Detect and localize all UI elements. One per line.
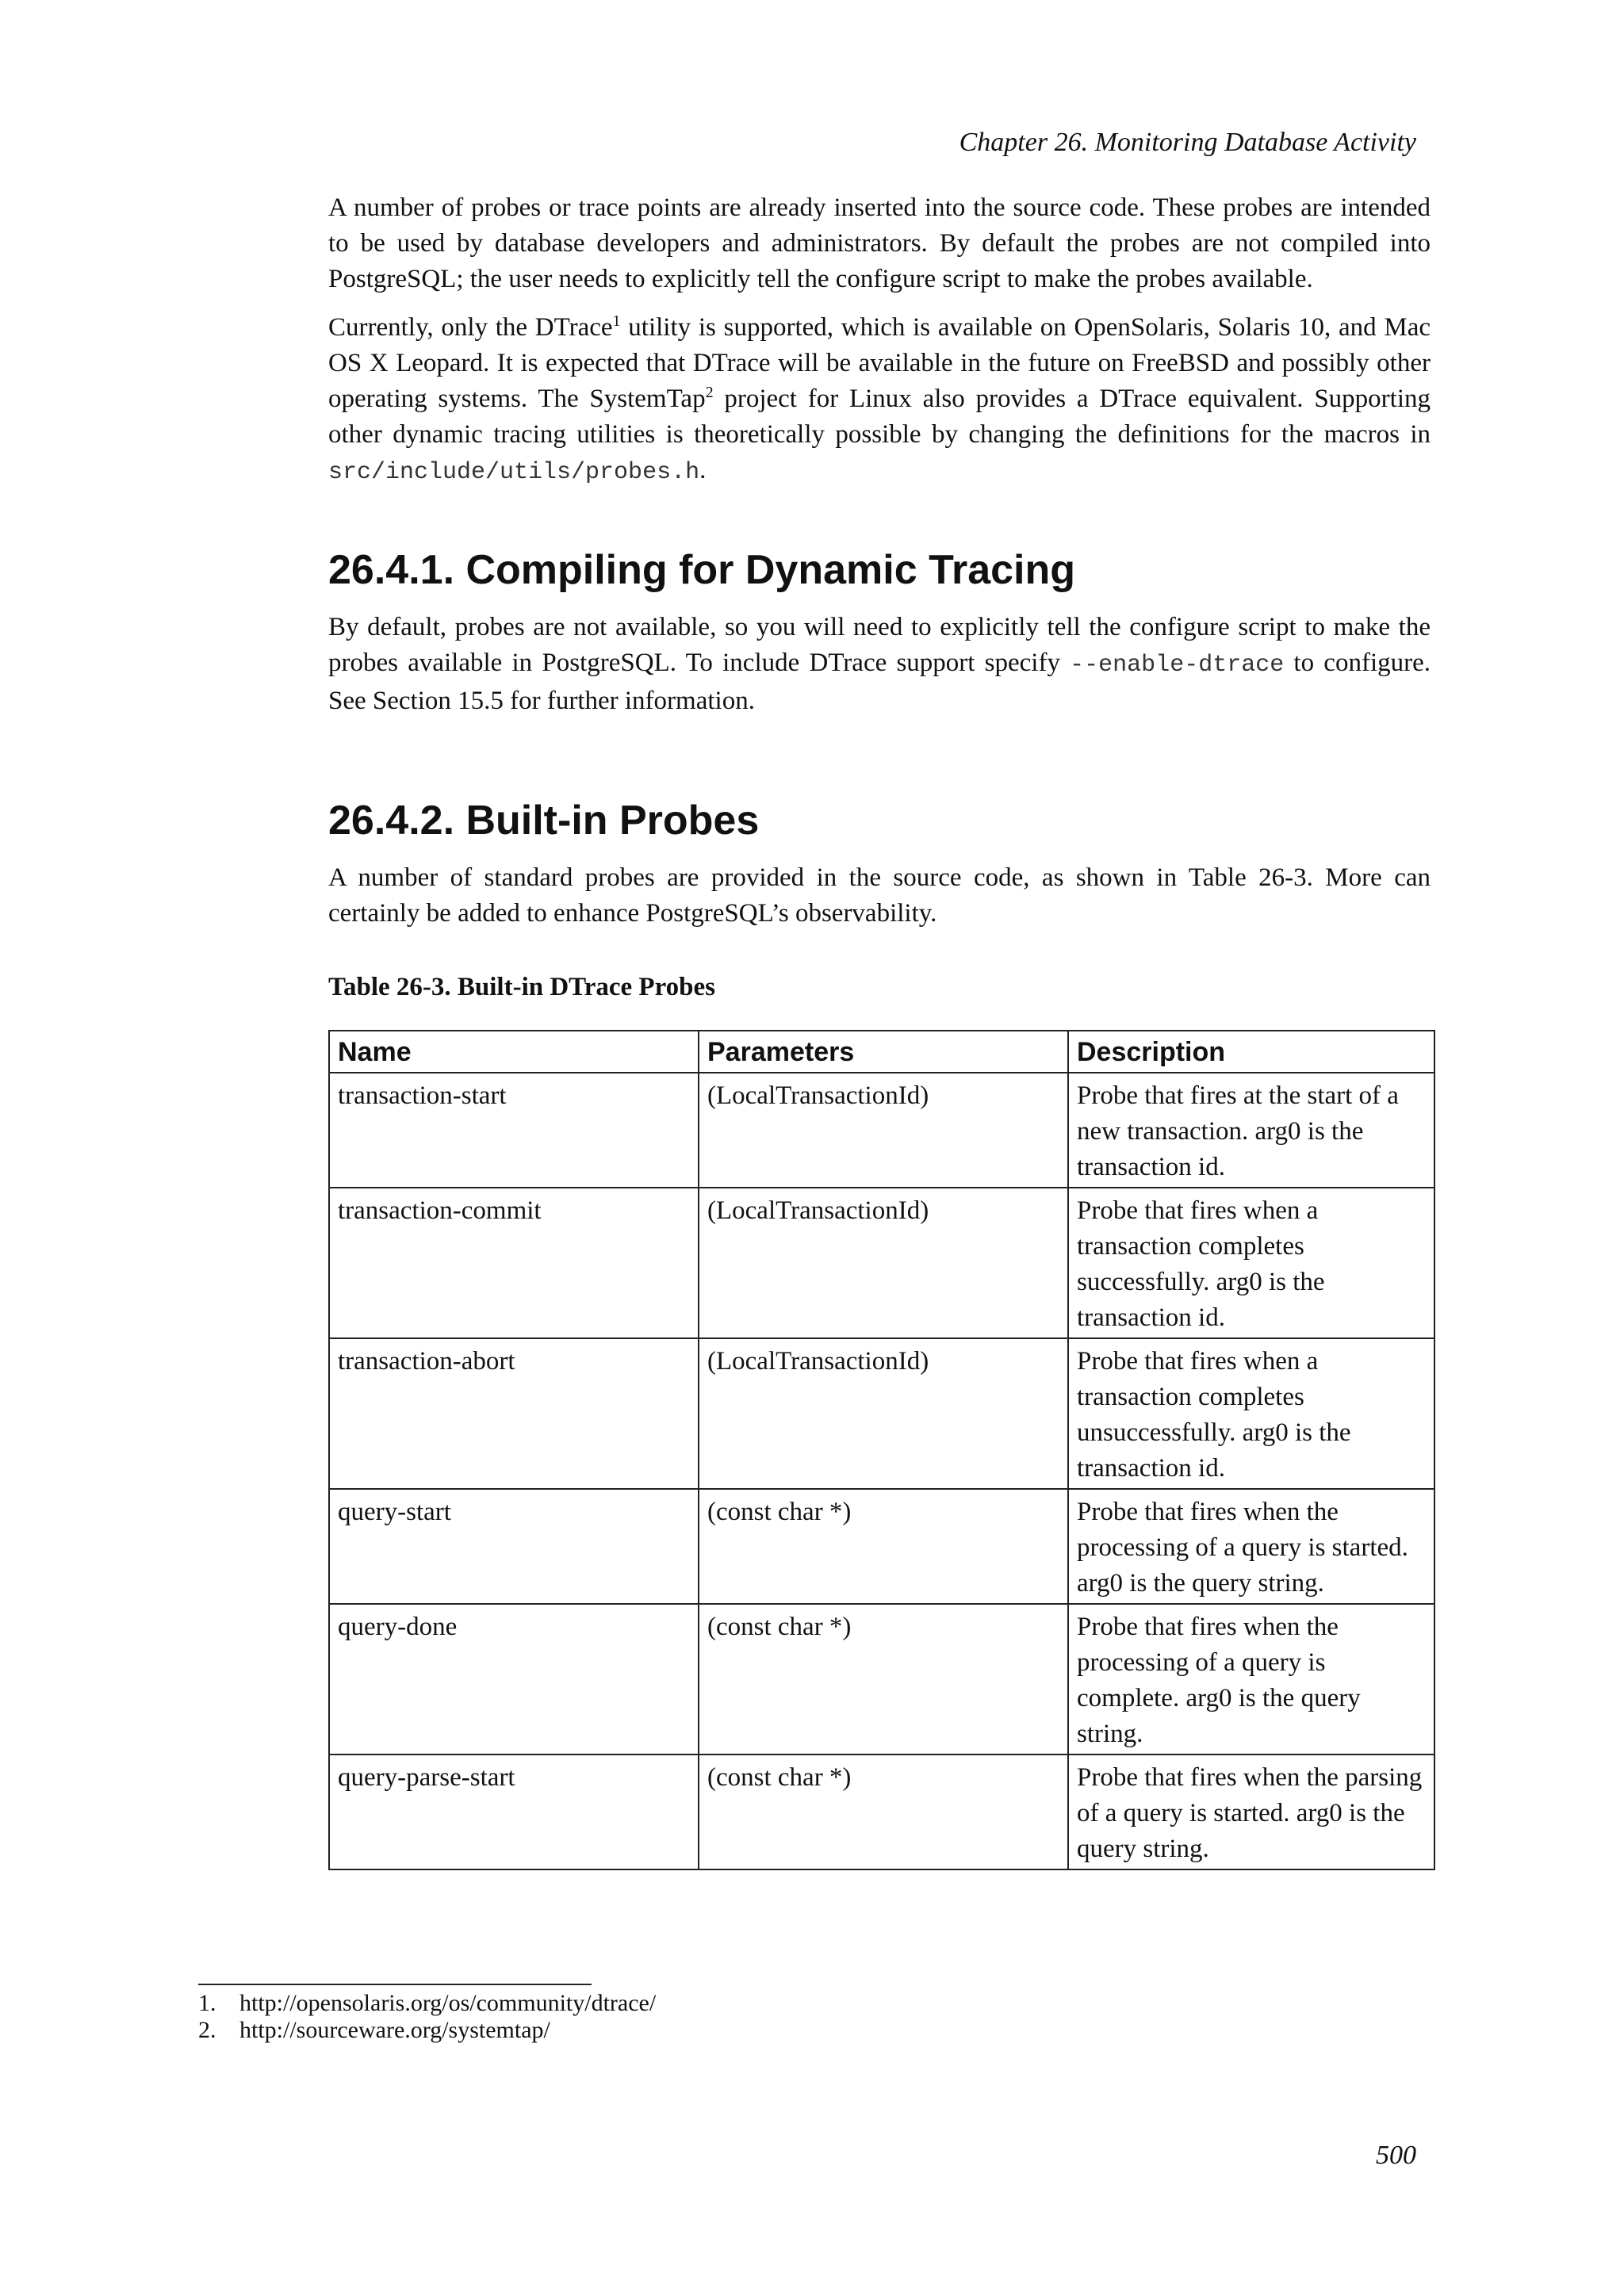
table-row — [329, 1188, 1434, 1338]
table-row — [329, 1755, 1434, 1869]
footnotes — [198, 1990, 656, 2044]
footnote-1 — [198, 1990, 656, 2017]
table-row — [329, 1073, 1434, 1188]
cell-description: Probe that fires when a transaction completes unsuccessfully. arg0 is the transaction id. — [1068, 1338, 1434, 1489]
intro-paragraph-1: A number of probes or trace points are already inserted into the source code. These probes are intended to be used by database developers and administrators. By default the probes are not compiled into PostgreSQL; the user needs to explicitly tell the configure script to make the probes available. — [328, 193, 1431, 293]
footnote-number: 2. — [198, 2017, 216, 2043]
cell-name: transaction-abort — [329, 1338, 699, 1489]
code-option: --enable-dtrace — [1070, 652, 1285, 679]
table-row — [329, 1338, 1434, 1489]
section1-paragraph — [328, 610, 1431, 719]
table-row — [329, 1489, 1434, 1604]
intro-paragraph-2 — [328, 310, 1431, 491]
column-header-parameters: Parameters — [699, 1031, 1068, 1073]
cell-name: query-done — [329, 1604, 699, 1755]
cell-parameters: (const char *) — [699, 1755, 1068, 1869]
page-number: 500 — [1376, 2141, 1416, 2170]
cell-description: Probe that fires at the start of a new transaction. arg0 is the transaction id. — [1068, 1073, 1434, 1188]
column-header-name: Name — [329, 1031, 699, 1073]
cell-description: Probe that fires when the processing of a query is started. arg0 is the query string. — [1068, 1489, 1434, 1604]
text-run: . — [699, 456, 707, 484]
footnote-ref-1[interactable]: 1 — [612, 312, 621, 330]
probes-table — [328, 1030, 1435, 1870]
page-content — [328, 190, 1431, 1870]
cell-description: Probe that fires when a transaction completes successfully. arg0 is the transaction id. — [1068, 1188, 1434, 1338]
text-run: utility is supported, which is available on OpenSolaris, Solaris 10, and Mac OS X Leopard. It is expected that DTrace will be available in the future on FreeBSD and possibly other operating systems. The SystemTap — [328, 313, 1431, 413]
section2-paragraph: A number of standard probes are provided in the source code, as shown in Table 26-3. More can certainly be added to enhance PostgreSQL’s observability. — [328, 863, 1431, 928]
cell-name: query-start — [329, 1489, 699, 1604]
cell-parameters: (const char *) — [699, 1489, 1068, 1604]
cell-parameters: (const char *) — [699, 1604, 1068, 1755]
table-header-row — [329, 1031, 1434, 1073]
cell-parameters: (LocalTransactionId) — [699, 1338, 1068, 1489]
text-run: to configure. See Section 15.5 for further information. — [328, 649, 1431, 715]
cell-parameters: (LocalTransactionId) — [699, 1188, 1068, 1338]
footnote-link-systemtap[interactable]: http://sourceware.org/systemtap/ — [239, 2017, 550, 2043]
table-row — [329, 1604, 1434, 1755]
text-run: By default, probes are not available, so you will need to explicitly tell the configure script to make the probes available in PostgreSQL. To include DTrace support specify — [328, 613, 1431, 677]
cell-description: Probe that fires when the processing of a query is complete. arg0 is the query string. — [1068, 1604, 1434, 1755]
cell-parameters: (LocalTransactionId) — [699, 1073, 1068, 1188]
cell-name: query-parse-start — [329, 1755, 699, 1869]
footnote-ref-2[interactable]: 2 — [705, 384, 714, 401]
table-caption: Table 26-3. Built-in DTrace Probes — [328, 973, 715, 1001]
cell-name: transaction-start — [329, 1073, 699, 1188]
section-heading-compiling: 26.4.1. Compiling for Dynamic Tracing — [328, 547, 1076, 593]
running-header: Chapter 26. Monitoring Database Activity — [959, 128, 1416, 157]
footnote-link-dtrace[interactable]: http://opensolaris.org/os/community/dtrace/ — [239, 1990, 657, 2016]
text-run: project for Linux also provides a DTrace equivalent. Supporting other dynamic tracing utilities is theoretically possible by changing the definitions for the macros in — [328, 385, 1431, 449]
section-heading-built-in-probes: 26.4.2. Built-in Probes — [328, 798, 760, 844]
code-path: src/include/utils/probes.h — [328, 459, 700, 486]
cell-name: transaction-commit — [329, 1188, 699, 1338]
column-header-description: Description — [1068, 1031, 1434, 1073]
footnote-number: 1. — [198, 1990, 216, 2016]
footnote-divider — [198, 1984, 592, 1985]
footnote-2 — [198, 2017, 656, 2044]
text-run: Currently, only the DTrace — [328, 313, 613, 342]
cell-description: Probe that fires when the parsing of a query is started. arg0 is the query string. — [1068, 1755, 1434, 1869]
